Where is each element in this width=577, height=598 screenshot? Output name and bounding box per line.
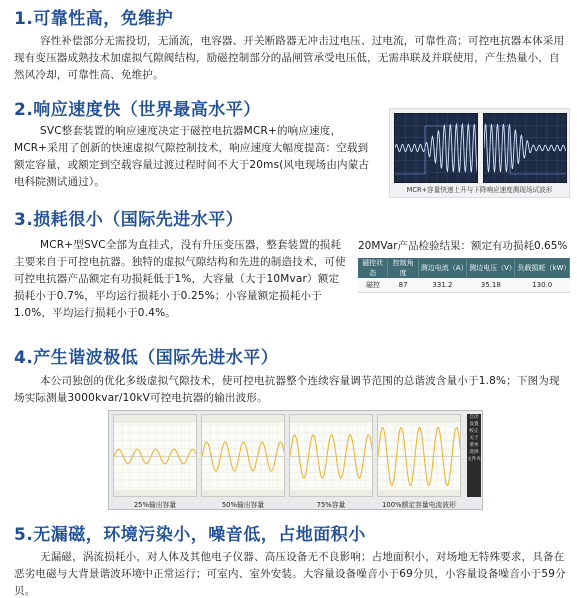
table-row: [358, 278, 570, 292]
scope-menu-item: 选择: [469, 450, 479, 455]
photo-caption: MCR+容量快速上升与下降响应速度测现场试波形: [406, 186, 553, 194]
waveform-75: [290, 415, 373, 497]
waveform-label-75: 75%容量: [316, 501, 346, 509]
waveform-panel-25: [113, 414, 197, 497]
loss-table-header: 磁控状态: [358, 258, 388, 278]
waveform-label-25: 25%输出容量: [133, 501, 177, 509]
scope-menu-item: 校正: [469, 429, 479, 434]
waveform-panel-100: [377, 414, 461, 497]
waveform-50: [202, 415, 285, 497]
section-3-heading: 3.损耗很小（国际先进水平）: [14, 210, 244, 230]
waveform-panel-75: [289, 414, 373, 497]
section-4-text: [14, 373, 569, 407]
scope-menu-item: 关于: [469, 436, 479, 441]
scope-menu-item: 自动: [469, 415, 479, 420]
loss-table-cell: 130.0: [515, 278, 570, 292]
loss-table-header: 负载损耗（kW）: [515, 258, 570, 278]
loss-table-cell: 磁控: [358, 278, 388, 292]
loss-table-header: 控制角度: [388, 258, 418, 278]
section-5-text: [14, 549, 569, 598]
section-4-heading: 4.产生谐波极低（国际先进水平）: [14, 348, 279, 368]
waveform-panel-50: [201, 414, 285, 497]
section-3-text: [14, 237, 348, 322]
scope-side-menu: [467, 414, 481, 497]
scope-waveform-rise: [395, 114, 478, 183]
loss-table-header-row: [358, 258, 570, 278]
loss-table-header: 测边电流（A）: [418, 258, 466, 278]
harmonic-waveform-strip: [108, 410, 483, 510]
loss-table-header: 测边电压（V）: [467, 258, 515, 278]
loss-table-title: 20MVar产品检验结果：额定有功损耗0.65%: [358, 240, 568, 252]
scope-photo-fall: [483, 113, 567, 183]
loss-table-cell: 35.18: [467, 278, 515, 292]
section-5-text-content: 无漏磁，涡流损耗小，对人体及其他电子仪器、高压设备无不良影响；占地面积小，对场地无特殊要求，具备在恶劣电磁与大背景谐波环境中正常运行；可室内、室外安装。大容量设备噪音小于69分贝，小容量设备噪音小于59分贝。: [14, 551, 566, 597]
section-2-heading: 2.响应速度快（世界最高水平）: [14, 100, 261, 120]
scope-menu-item: 设置: [469, 422, 479, 427]
scope-menu-item: 菜单: [469, 443, 479, 448]
loss-table-cell: 87: [388, 278, 418, 292]
section-3-text-content: MCR+型SVC全部为直挂式，没有升压变压器，整套装置的损耗主要来自于可控电抗器。独特的虚拟气隙结构和先进的制造技术，可使可控电抗器产品额定有功损耗低于1%，大容量（大于10Mvar）额定损耗小于0.7%，平均运行损耗小于0.25%；小容量额定损耗小于1.0%，平均运行损耗小于0.4%。: [14, 239, 346, 319]
loss-table-cell: 331.2: [418, 278, 466, 292]
waveform-25: [114, 415, 197, 497]
waveform-label-50: 50%输出容量: [221, 501, 265, 509]
section-1-text-content: 容性补偿部分无需投切，无涌流，电容器、开关断路器无冲击过电压、过电流，可靠性高；可控电抗器本体采用现有变压器成熟技术加虚拟气隙阀结构，励磁控制部分的晶闸管承受电压低，无需串联及并联使用，产生热量小，自然风冷却，可靠性高、免维护。: [14, 35, 565, 81]
section-2-text-content: SVC整套装置的响应速度决定于磁控电抗器MCR+的响应速度，MCR+采用了创新的快速虚拟气隙控制技术，响应速度大幅度提高：空载到额定容量，或额定到空载容量过渡过程时间不大于20ms(风电现场由内蒙古电科院测试通过）。: [14, 125, 370, 188]
loss-table: [358, 258, 570, 293]
section-4-text-content: 本公司独创的优化多级虚拟气隙技术，使可控电抗器整个连续容量调节范围的总谐波含量小于1.8%；下图为现场实际测量3000kvar/10kV可控电抗器的输出波形。: [14, 375, 560, 404]
waveform-label-100: 100%额定容量电流波形: [382, 501, 456, 509]
scope-photo-rise: [394, 113, 478, 183]
section-5-heading: 5.无漏磁，环境污染小，噪音低，占地面积小: [14, 525, 366, 545]
section-2-text: [14, 123, 370, 191]
scope-menu-item: 文件夹: [467, 457, 481, 462]
section-1-heading: 1.可靠性高，免维护: [14, 9, 174, 29]
section-1-text: [14, 33, 569, 84]
scope-waveform-fall: [484, 114, 567, 183]
response-speed-photo: [389, 108, 570, 198]
waveform-100: [378, 415, 461, 497]
